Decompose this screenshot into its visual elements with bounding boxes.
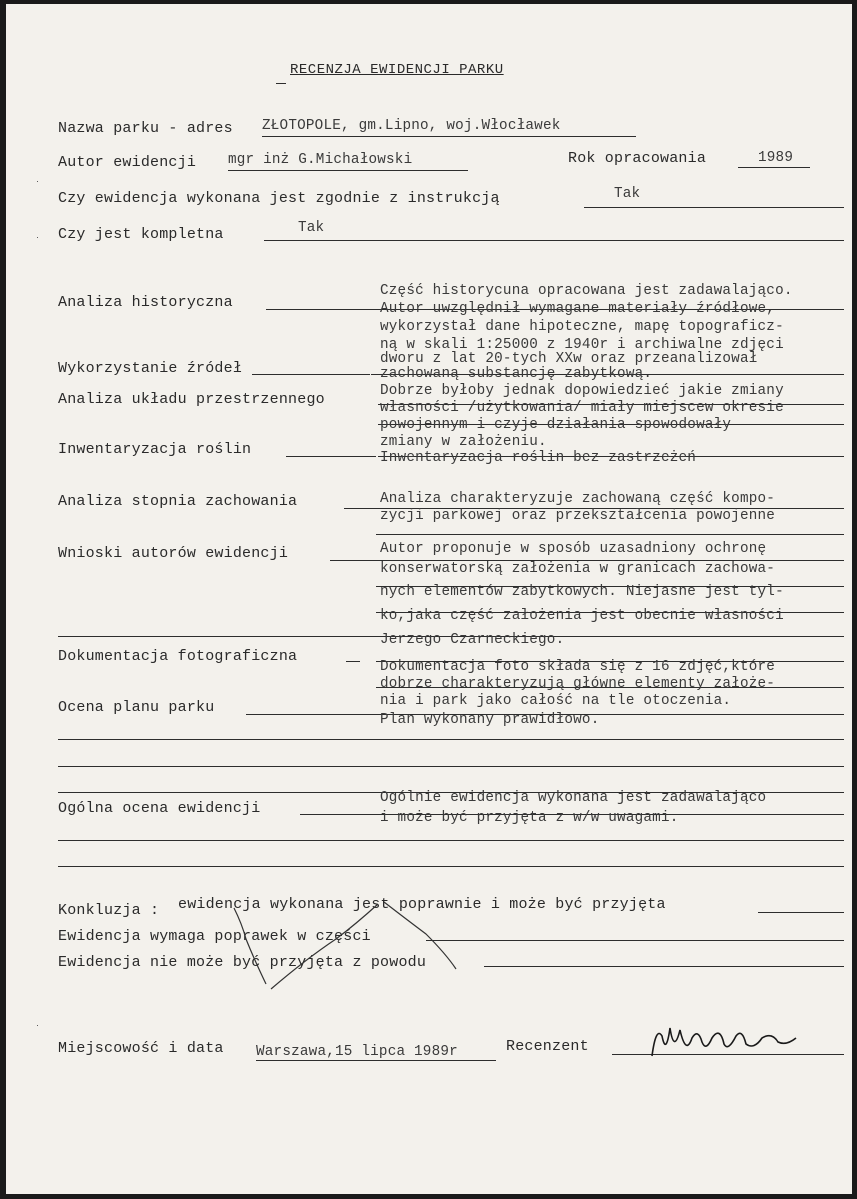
margin-mark: · <box>36 176 39 186</box>
document-title: RECENZJA EWIDENCJI PARKU <box>290 62 504 78</box>
instruction-value: Tak <box>614 186 641 202</box>
photo-doc-label: Dokumentacja fotograficzna <box>58 648 298 665</box>
review-line-4: ną w skali 1:25000 z 1940r i archiwalne zdjęci <box>380 337 784 353</box>
author-label: Autor ewidencji <box>58 154 197 171</box>
conclusion-option-rejected: Ewidencja nie może być przyjęta z powodu <box>58 954 427 971</box>
sources-label: Wykorzystanie źródeł <box>58 360 243 377</box>
hist-analysis-label: Analiza historyczna <box>58 294 233 311</box>
spatial-analysis-label: Analiza układu przestrzennego <box>58 391 325 408</box>
review-line-3: wykorzystał dane hipoteczne, mapę topograficz- <box>380 319 784 335</box>
review-line-7: Dobrze byłoby jednak dopowiedzieć jakie zmiany <box>380 383 784 399</box>
review-line-20: dobrze charakteryzują główne elementy założe- <box>380 676 776 692</box>
review-line-9: powojennym i czyje działania spowodowały <box>380 417 732 433</box>
plan-review-label: Ocena planu parku <box>58 699 215 716</box>
conclusion-option-accepted: ewidencja wykonana jest poprawnie i może być przyjęta <box>178 896 666 913</box>
margin-mark: · <box>36 232 39 242</box>
review-line-1: Część historycuna opracowana jest zadawalająco. <box>380 283 793 299</box>
review-line-10: zmiany w założeniu. <box>380 434 547 450</box>
review-line-18: Jerzego Czarneckiego. <box>380 632 565 648</box>
review-line-12: Analiza charakteryzuje zachowaną część kompo- <box>380 491 776 507</box>
complete-label: Czy jest kompletna <box>58 226 224 243</box>
conclusions-label: Wnioski autorów ewidencji <box>58 545 289 562</box>
year-label: Rok opracowania <box>568 150 707 167</box>
margin-mark: · <box>36 1020 39 1030</box>
review-line-2: Autor uwzględnił wymagane materiały źródłowe, <box>380 301 776 317</box>
overall-review-label: Ogólna ocena ewidencji <box>58 800 261 817</box>
review-line-8: własności /użytkowania/ miały miejscew okresie <box>380 400 784 416</box>
park-name-value: ZŁOTOPOLE, gm.Lipno, woj.Włocławek <box>262 118 561 134</box>
state-analysis-label: Analiza stopnia zachowania <box>58 493 298 510</box>
review-line-21: nia i park jako całość na tle otoczenia. <box>380 693 732 709</box>
year-value: 1989 <box>758 150 794 166</box>
reviewer-signature <box>646 1016 806 1066</box>
review-line-15: konserwatorską założenia w granicach zachowa- <box>380 561 776 577</box>
place-date-line <box>256 1060 496 1061</box>
review-line-14: Autor proponuje w sposób uzasadniony ochronę <box>380 541 767 557</box>
park-name-label: Nazwa parku - adres <box>58 120 233 137</box>
reviewer-label: Recenzent <box>506 1038 589 1055</box>
review-line-19: Dokumentacja foto składa się z 16 zdjęć,które <box>380 659 776 675</box>
overall-line-1: Ogólnie ewidencja wykonana jest zadawalająco <box>380 790 767 806</box>
author-value: mgr inż G.Michałowski <box>228 152 413 168</box>
review-line-5: dworu z lat 20-tych XXw oraz przeanalizował <box>380 351 758 367</box>
conclusion-label: Konkluzja : <box>58 902 160 919</box>
review-line-6: zachowaną substancję zabytkową. <box>380 366 653 382</box>
place-date-value: Warszawa,15 lipca 1989r <box>256 1044 458 1060</box>
review-line-16: nych elementów zabytkowych. Niejasne jest tyl- <box>380 584 784 600</box>
document-page <box>6 4 852 1194</box>
inventory-label: Inwentaryzacja roślin <box>58 441 252 458</box>
review-line-11: Inwentaryzacja roślin bez zastrzeżeń <box>380 450 697 466</box>
instruction-label: Czy ewidencja wykonana jest zgodnie z instrukcją <box>58 190 500 207</box>
conclusion-option-corrections: Ewidencja wymaga poprawek w części <box>58 928 371 945</box>
review-line-22: Plan wykonany prawidłowo. <box>380 712 600 728</box>
complete-value: Tak <box>298 220 325 236</box>
overall-line-2: i może być przyjęta z w/w uwagami. <box>380 810 679 826</box>
review-line-17: ko,jaka część założenia jest obecnie własności <box>380 608 784 624</box>
place-date-label: Miejscowość i data <box>58 1040 224 1057</box>
review-line-13: zycji parkowej oraz przekształcenia powojenne <box>380 508 776 524</box>
